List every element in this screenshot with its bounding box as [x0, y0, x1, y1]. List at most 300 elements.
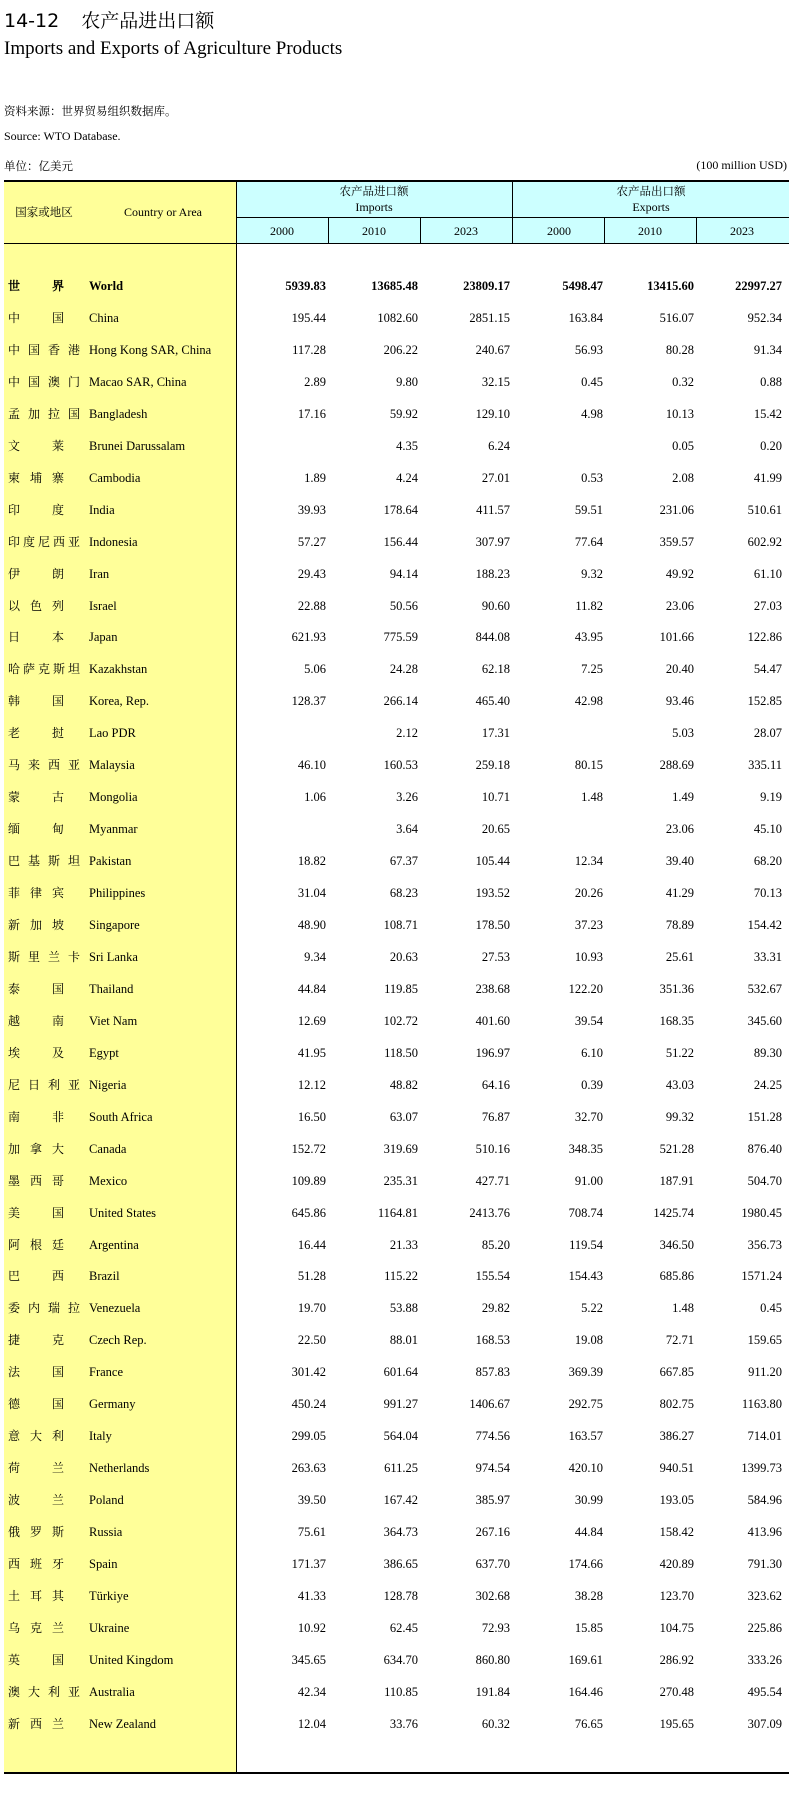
export-value-2000: 12.34	[574, 854, 603, 869]
region-name-en: Ukraine	[89, 1620, 130, 1635]
export-value-2023: 345.60	[747, 1013, 782, 1028]
region-name-cn: 西班牙	[8, 1557, 64, 1571]
export-value-2023: 602.92	[747, 534, 782, 549]
export-value-2000: 4.98	[581, 406, 603, 421]
table-number: 14-12	[4, 10, 60, 32]
table-row	[4, 845, 789, 877]
import-value-2023: 427.71	[475, 1173, 510, 1188]
import-value-2010: 128.78	[383, 1588, 418, 1603]
import-value-2000: 117.28	[292, 342, 326, 357]
import-value-2000: 152.72	[291, 1141, 326, 1156]
import-value-2000: 301.42	[291, 1365, 326, 1380]
header-bottom-rule	[4, 243, 789, 244]
export-value-2000: 420.10	[568, 1461, 603, 1476]
import-value-2000: 10.92	[297, 1620, 326, 1635]
region-name-cn: 墨西哥	[8, 1173, 64, 1188]
import-value-2000: 1.06	[304, 790, 326, 805]
table-row	[4, 941, 789, 973]
export-value-2000: 91.00	[574, 1173, 603, 1188]
region-name-en: Russia	[89, 1525, 123, 1540]
import-value-2000: 12.12	[297, 1077, 326, 1092]
export-value-2023: 27.03	[753, 598, 782, 613]
export-value-2023: 323.62	[747, 1588, 782, 1603]
data-table	[4, 180, 789, 1774]
import-value-2010: 386.65	[383, 1557, 418, 1571]
import-value-2023: 2851.15	[469, 310, 510, 325]
import-value-2010: 601.64	[383, 1365, 418, 1380]
region-name-cn: 老挝	[8, 726, 64, 741]
export-value-2000: 30.99	[574, 1493, 603, 1508]
import-value-2023: 60.32	[481, 1716, 510, 1731]
import-value-2000: 31.04	[297, 886, 326, 901]
export-value-2000: 348.35	[568, 1141, 603, 1156]
import-value-2010: 3.26	[396, 790, 418, 805]
exports-header-en: Exports	[632, 200, 670, 214]
region-name-cn: 尼日利亚	[8, 1077, 80, 1092]
unit-label-cn: 单位：亿美元	[4, 159, 73, 173]
region-name-cn: 斯里兰卡	[8, 949, 80, 964]
export-value-2023: 9.19	[760, 790, 782, 805]
export-value-2010: 43.03	[665, 1077, 694, 1092]
export-value-2023: 45.10	[753, 822, 782, 837]
export-value-2010: 0.32	[672, 374, 694, 389]
import-value-2000: 171.37	[291, 1557, 326, 1571]
import-value-2023: 302.68	[475, 1588, 510, 1603]
export-value-2000: 77.64	[574, 534, 603, 549]
export-value-2023: 532.67	[747, 981, 782, 996]
import-value-2010: 63.07	[389, 1109, 418, 1124]
export-value-2023: 24.25	[753, 1077, 782, 1092]
export-value-2000: 32.70	[574, 1109, 603, 1124]
table-row	[4, 334, 789, 366]
export-value-2000: 122.20	[568, 981, 603, 996]
import-value-2023: 193.52	[475, 886, 510, 901]
import-value-2000: 29.43	[297, 566, 326, 581]
export-value-2010: 123.70	[659, 1588, 694, 1603]
export-value-2023: 1980.45	[741, 1205, 782, 1220]
export-value-2023: 333.26	[747, 1652, 782, 1667]
export-value-2010: 521.28	[659, 1141, 694, 1156]
export-value-2000: 38.28	[574, 1588, 603, 1603]
import-value-2010: 266.14	[383, 694, 418, 709]
import-value-2023: 974.54	[475, 1461, 510, 1476]
import-value-2010: 33.76	[389, 1716, 418, 1731]
export-value-2000: 0.53	[581, 470, 603, 485]
import-value-2010: 167.42	[383, 1493, 418, 1508]
import-value-2023: 64.16	[481, 1077, 510, 1092]
export-value-2010: 420.89	[659, 1557, 694, 1571]
region-name-en: Brazil	[89, 1269, 120, 1284]
import-value-2023: 196.97	[475, 1045, 510, 1060]
export-value-2023: 154.42	[747, 918, 782, 932]
table-row-world	[4, 270, 789, 302]
region-name-en: China	[89, 310, 119, 325]
region-name-en: France	[89, 1365, 124, 1380]
export-value-2010: 78.89	[665, 918, 694, 932]
import-value-2010: 110.85	[384, 1684, 418, 1699]
export-value-2023: 0.88	[760, 374, 782, 389]
export-value-2023: 41.99	[753, 470, 782, 485]
source-note-cn: 资料来源：世界贸易组织数据库。	[4, 104, 177, 118]
import-value-2000: 263.63	[291, 1461, 326, 1476]
import-value-2023: 465.40	[475, 694, 510, 709]
import-value-2023: 85.20	[481, 1237, 510, 1252]
region-name-cn: 捷克	[8, 1333, 64, 1348]
region-name-en: Italy	[89, 1429, 112, 1444]
import-value-2023: 32.15	[481, 374, 510, 389]
export-value-2010: 39.40	[665, 854, 694, 869]
import-value-2010: 48.82	[389, 1077, 418, 1092]
export-value-2023: 413.96	[747, 1525, 782, 1540]
region-name-cn: 中国香港	[8, 342, 80, 357]
region-name-cn: 孟加拉国	[8, 406, 80, 421]
import-value-2000: 109.89	[291, 1173, 326, 1188]
export-value-2000: 164.46	[568, 1684, 603, 1699]
year-header: 2023	[454, 224, 478, 238]
region-name-cn: 中国澳门	[8, 374, 80, 389]
export-value-2010: 49.92	[665, 566, 694, 581]
region-name-cn: 美国	[8, 1205, 64, 1220]
export-value-2000: 19.08	[574, 1333, 603, 1348]
export-value-2000: 10.93	[574, 949, 603, 964]
region-name-cn: 蒙古	[8, 790, 64, 805]
import-value-2023: 191.84	[475, 1684, 510, 1699]
export-value-2010: 104.75	[659, 1620, 694, 1635]
export-value-2023: 495.54	[747, 1684, 782, 1699]
export-value-2000: 154.43	[568, 1269, 603, 1284]
region-name-en: Kazakhstan	[89, 662, 148, 677]
title-cn-text: 农产品进出口额	[81, 10, 215, 32]
export-value-2000: 11.82	[575, 598, 603, 613]
table-row	[4, 717, 789, 749]
import-value-2000: 645.86	[291, 1205, 326, 1220]
year-header: 2000	[547, 224, 571, 238]
import-value-2023: 844.08	[475, 630, 510, 645]
export-value-2023: 22997.27	[735, 279, 782, 293]
import-value-2023: 1406.67	[469, 1397, 510, 1412]
region-name-en: Philippines	[89, 886, 146, 901]
import-value-2000: 46.10	[297, 758, 326, 773]
table-row	[4, 1197, 789, 1229]
import-value-2023: 90.60	[481, 598, 510, 613]
import-value-2010: 178.64	[383, 502, 418, 517]
table-row	[4, 430, 789, 462]
export-value-2023: 89.30	[753, 1045, 782, 1060]
table-bottom-rule	[4, 1772, 789, 1774]
region-name-en: Bangladesh	[89, 406, 148, 421]
import-value-2010: 611.25	[384, 1461, 418, 1476]
export-value-2000: 43.95	[574, 630, 603, 645]
export-value-2000: 163.84	[568, 310, 603, 325]
export-value-2023: 28.07	[753, 726, 782, 741]
export-value-2010: 0.05	[672, 438, 694, 453]
import-value-2000: 44.84	[297, 981, 326, 996]
export-value-2000: 76.65	[574, 1716, 603, 1731]
export-value-2000: 5498.47	[562, 279, 603, 293]
region-name-cn: 世界	[8, 279, 64, 293]
export-value-2010: 685.86	[659, 1269, 694, 1284]
import-value-2010: 156.44	[383, 534, 418, 549]
export-value-2000: 0.45	[581, 374, 603, 389]
export-value-2010: 286.92	[659, 1652, 694, 1667]
region-name-en: Macao SAR, China	[89, 374, 187, 389]
export-value-2000: 15.85	[574, 1620, 603, 1635]
import-value-2010: 88.01	[389, 1333, 418, 1348]
region-header-cn: 国家或地区	[15, 205, 73, 219]
export-value-2000: 80.15	[574, 758, 603, 773]
import-value-2010: 634.70	[383, 1652, 418, 1667]
export-value-2000: 119.54	[569, 1237, 603, 1252]
table-row	[4, 1324, 789, 1356]
import-value-2023: 401.60	[475, 1013, 510, 1028]
export-value-2023: 151.28	[747, 1109, 782, 1124]
region-name-en: Malaysia	[89, 758, 135, 773]
region-name-en: Czech Rep.	[89, 1333, 147, 1348]
export-value-2000: 37.23	[574, 918, 603, 932]
region-name-en: Cambodia	[89, 470, 141, 485]
table-row	[4, 973, 789, 1005]
region-name-cn: 委内瑞拉	[8, 1301, 80, 1316]
export-value-2010: 168.35	[659, 1013, 694, 1028]
import-value-2000: 1.89	[304, 470, 326, 485]
export-value-2000: 708.74	[568, 1205, 603, 1220]
region-name-en: Egypt	[89, 1045, 119, 1060]
import-value-2000: 41.95	[297, 1045, 326, 1060]
export-value-2010: 23.06	[665, 598, 694, 613]
import-value-2010: 118.50	[384, 1045, 418, 1060]
import-value-2010: 775.59	[383, 630, 418, 645]
region-name-cn: 乌克兰	[8, 1620, 64, 1635]
table-row	[4, 302, 789, 334]
export-value-2023: 1399.73	[741, 1461, 782, 1476]
table-row	[4, 1644, 789, 1676]
import-value-2000: 5.06	[304, 662, 326, 677]
import-value-2023: 188.23	[475, 566, 510, 581]
export-value-2010: 5.03	[672, 726, 694, 741]
export-value-2000: 44.84	[574, 1525, 603, 1540]
import-value-2010: 53.88	[389, 1301, 418, 1316]
region-name-cn: 越南	[8, 1013, 64, 1028]
table-row	[4, 366, 789, 398]
export-value-2023: 152.85	[747, 694, 782, 709]
import-value-2023: 29.82	[481, 1301, 510, 1316]
export-value-2000: 1.48	[581, 790, 603, 805]
import-value-2023: 105.44	[475, 854, 510, 869]
table-top-rule	[4, 180, 789, 182]
import-value-2000: 12.69	[297, 1013, 326, 1028]
region-name-en: Germany	[89, 1397, 136, 1412]
export-value-2023: 159.65	[747, 1333, 782, 1348]
import-value-2010: 24.28	[389, 662, 418, 677]
region-name-en: United States	[89, 1205, 157, 1220]
export-value-2000: 7.25	[581, 662, 603, 677]
region-name-cn: 意大利	[8, 1429, 64, 1444]
region-name-cn: 新西兰	[8, 1716, 64, 1731]
export-value-2000: 292.75	[568, 1397, 603, 1412]
export-value-2010: 351.36	[659, 981, 694, 996]
export-value-2023: 54.47	[753, 662, 782, 677]
import-value-2010: 50.56	[389, 598, 418, 613]
region-name-cn: 柬埔寨	[8, 470, 64, 485]
import-value-2010: 235.31	[383, 1173, 418, 1188]
export-value-2023: 33.31	[753, 949, 782, 964]
region-name-cn: 菲律宾	[8, 886, 64, 901]
region-name-cn: 德国	[8, 1397, 64, 1412]
table-row	[4, 1069, 789, 1101]
export-value-2010: 10.13	[665, 406, 694, 421]
export-value-2023: 0.20	[760, 438, 782, 453]
export-value-2010: 99.32	[665, 1109, 694, 1124]
export-value-2010: 23.06	[665, 822, 694, 837]
export-value-2010: 1.49	[672, 790, 694, 805]
export-value-2010: 288.69	[659, 758, 694, 773]
table-row	[4, 1548, 789, 1580]
export-value-2010: 231.06	[659, 502, 694, 517]
export-value-2023: 335.11	[748, 758, 782, 773]
table-row	[4, 1452, 789, 1484]
export-value-2010: 1.48	[672, 1301, 694, 1316]
export-value-2010: 25.61	[665, 949, 694, 964]
import-value-2023: 860.80	[475, 1652, 510, 1667]
table-row	[4, 1420, 789, 1452]
import-value-2000: 128.37	[291, 694, 326, 709]
table-row	[4, 398, 789, 430]
region-name-cn: 澳大利亚	[8, 1684, 80, 1699]
year-header: 2010	[362, 224, 386, 238]
import-value-2000: 5939.83	[285, 279, 326, 293]
import-value-2000: 39.50	[297, 1493, 326, 1508]
region-name-en: Viet Nam	[89, 1013, 138, 1028]
region-name-en: Indonesia	[89, 534, 138, 549]
export-value-2000: 56.93	[574, 342, 603, 357]
table-row	[4, 462, 789, 494]
import-value-2010: 9.80	[396, 374, 418, 389]
region-name-cn: 俄罗斯	[8, 1525, 64, 1540]
region-name-cn: 波兰	[8, 1493, 64, 1508]
region-name-en: Israel	[89, 598, 117, 613]
export-value-2010: 41.29	[665, 886, 694, 901]
region-name-cn: 印度尼西亚	[8, 534, 80, 549]
table-row	[4, 749, 789, 781]
import-value-2000: 51.28	[297, 1269, 326, 1284]
table-row	[4, 526, 789, 558]
export-value-2000: 369.39	[568, 1365, 603, 1380]
region-name-en: Iran	[89, 566, 110, 581]
export-value-2000: 163.57	[568, 1429, 603, 1444]
imports-header-cn: 农产品进口额	[339, 184, 409, 198]
export-value-2023: 584.96	[747, 1493, 782, 1508]
region-name-cn: 新加坡	[8, 918, 64, 932]
export-value-2010: 158.42	[659, 1525, 694, 1540]
export-value-2023: 356.73	[747, 1237, 782, 1252]
import-value-2010: 62.45	[389, 1620, 418, 1635]
region-name-en: Singapore	[89, 918, 140, 932]
export-value-2010: 940.51	[659, 1461, 694, 1476]
export-value-2023: 876.40	[747, 1141, 782, 1156]
export-value-2010: 93.46	[665, 694, 694, 709]
export-value-2000: 39.54	[574, 1013, 603, 1028]
import-value-2010: 160.53	[383, 758, 418, 773]
region-name-cn: 巴基斯坦	[8, 854, 80, 869]
export-value-2010: 1425.74	[653, 1205, 694, 1220]
export-value-2010: 516.07	[659, 310, 694, 325]
import-value-2000: 2.89	[304, 374, 326, 389]
table-row	[4, 909, 789, 941]
import-value-2010: 21.33	[389, 1237, 418, 1252]
table-row	[4, 621, 789, 653]
import-value-2000: 48.90	[297, 918, 326, 932]
import-value-2010: 20.63	[389, 949, 418, 964]
import-value-2023: 240.67	[475, 342, 510, 357]
import-value-2010: 94.14	[389, 566, 418, 581]
import-value-2000: 42.34	[297, 1684, 326, 1699]
import-value-2000: 621.93	[291, 630, 326, 645]
export-value-2023: 791.30	[747, 1557, 782, 1571]
region-name-en: Myanmar	[89, 822, 138, 837]
source-note-en: Source: WTO Database.	[4, 129, 121, 143]
region-name-cn: 中国	[8, 310, 64, 325]
export-value-2023: 1163.80	[741, 1397, 782, 1412]
table-row	[4, 494, 789, 526]
region-name-en: Lao PDR	[89, 726, 136, 741]
import-value-2023: 76.87	[481, 1109, 510, 1124]
export-value-2023: 952.34	[747, 310, 782, 325]
region-name-en: Thailand	[89, 981, 134, 996]
unit-label-en: (100 million USD)	[696, 158, 787, 172]
region-name-en: Nigeria	[89, 1077, 127, 1092]
import-value-2000: 22.88	[297, 598, 326, 613]
export-value-2010: 386.27	[659, 1429, 694, 1444]
export-value-2010: 72.71	[665, 1333, 694, 1348]
region-name-en: Canada	[89, 1141, 127, 1156]
export-value-2010: 187.91	[659, 1173, 694, 1188]
export-value-2000: 174.66	[568, 1557, 603, 1571]
region-name-cn: 以色列	[8, 598, 64, 613]
table-row	[4, 877, 789, 909]
region-name-en: Türkiye	[89, 1588, 129, 1603]
region-name-en: India	[89, 502, 115, 517]
region-name-cn: 文莱	[8, 438, 64, 453]
export-value-2023: 91.34	[753, 342, 782, 357]
year-header: 2010	[638, 224, 662, 238]
region-name-en: Pakistan	[89, 854, 132, 869]
region-name-cn: 印度	[8, 502, 64, 517]
export-value-2010: 101.66	[659, 630, 694, 645]
import-value-2023: 72.93	[481, 1620, 510, 1635]
region-name-en: World	[89, 279, 124, 293]
import-value-2010: 1164.81	[377, 1205, 418, 1220]
import-value-2023: 307.97	[475, 534, 510, 549]
table-row	[4, 590, 789, 622]
table-row	[4, 1516, 789, 1548]
import-value-2000: 17.16	[297, 406, 326, 421]
import-value-2023: 267.16	[475, 1525, 510, 1540]
import-value-2000: 345.65	[291, 1652, 326, 1667]
region-name-cn: 韩国	[8, 694, 64, 709]
region-name-en: Korea, Rep.	[89, 694, 150, 709]
region-name-cn: 荷兰	[8, 1461, 64, 1476]
import-value-2010: 67.37	[389, 854, 418, 869]
region-name-en: Sri Lanka	[89, 949, 138, 964]
region-name-en: Japan	[89, 630, 118, 645]
export-value-2000: 169.61	[568, 1652, 603, 1667]
import-value-2023: 10.71	[481, 790, 510, 805]
region-header-en: Country or Area	[124, 205, 202, 219]
import-value-2023: 178.50	[475, 918, 510, 932]
table-row	[4, 1260, 789, 1292]
export-value-2023: 225.86	[747, 1620, 782, 1635]
year-header: 2000	[270, 224, 294, 238]
